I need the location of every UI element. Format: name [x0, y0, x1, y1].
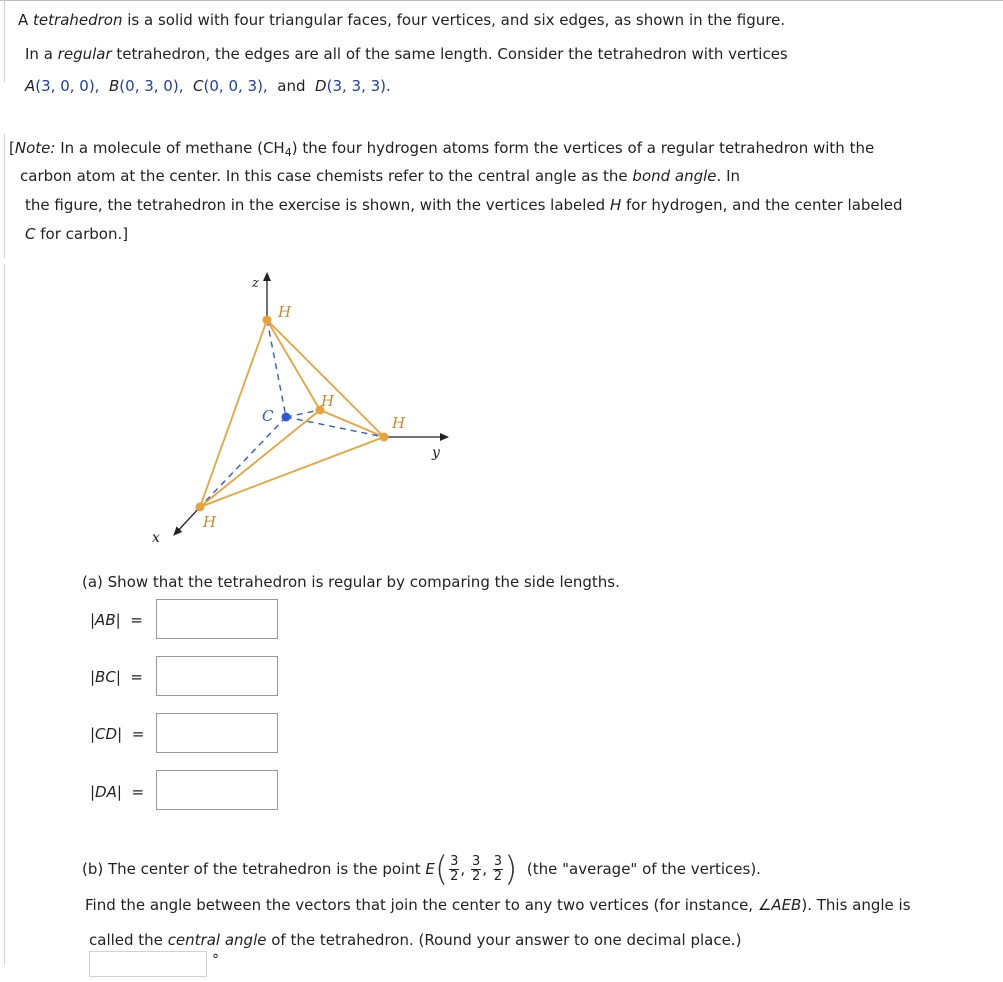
intro-line-2: In a regular tetrahedron, the edges are all of the same length. Consider the tetrahedron with vertices: [25, 45, 788, 63]
central-angle-input[interactable]: [89, 951, 207, 977]
note-line-3: the figure, the tetrahedron in the exercise is shown, with the vertices labeled H for hydrogen, and the center labeled: [25, 196, 903, 214]
edge-mid-right: [320, 410, 384, 437]
x-axis: [174, 507, 200, 535]
top-border: [0, 0, 1003, 1]
fraction-x: $\frac{3}{2}$: [450, 854, 459, 884]
center-point: [282, 413, 291, 422]
label-h-mid: H: [321, 392, 335, 410]
note-line-2: carbon atom at the center. In this case chemists refer to the central angle as the bond angle. In: [20, 167, 741, 185]
vertex-right: [380, 433, 389, 442]
fraction-z: $\frac{3}{2}$: [493, 854, 503, 884]
center-to-right: [286, 417, 384, 437]
intro-line-1: A tetrahedron is a solid with four triangular faces, four vertices, and six edges, as shown in the figure.: [18, 11, 786, 29]
part-b-line-3: called the central angle of the tetrahedron. (Round your answer to one decimal place.): [89, 931, 742, 949]
da-answer-input[interactable]: [156, 770, 278, 810]
left-rule-parts: [4, 264, 5, 964]
note-line-4: C for carbon.]: [25, 225, 129, 243]
da-label: |DA| =: [90, 783, 145, 801]
bc-label: |BC| =: [90, 668, 143, 686]
note-line-1: [Note: In a molecule of methane $(CH_4)$ the four hydrogen atoms form the vertices of a regular tetrahedron with the: [9, 139, 875, 159]
vertex-list: A(3, 0, 0), B(0, 3, 0), C(0, 0, 3), and D(3, 3, 3).: [25, 77, 391, 95]
label-h-bottom: H: [203, 513, 217, 531]
vertex-bottom: [196, 503, 205, 512]
left-rule-intro: [4, 0, 5, 82]
tetrahedron-figure: [140, 265, 470, 555]
ab-answer-input[interactable]: [156, 599, 278, 639]
x-axis-label: x: [152, 530, 160, 546]
label-h-right: H: [392, 414, 406, 432]
center-to-bottom: [200, 417, 286, 507]
edge-bottom-right: [200, 437, 384, 507]
label-center: C: [262, 407, 274, 425]
left-rule-note: [4, 134, 5, 258]
y-axis-label: y: [432, 445, 440, 461]
part-a-prompt: (a) Show that the tetrahedron is regular by comparing the side lengths.: [82, 573, 620, 591]
label-h-top: H: [278, 303, 292, 321]
part-b-line-1: (b) The center of the tetrahedron is the point E( $\frac{3}{2}$ , $\frac{3}{2}$ , $\frac{3}{2}$ ) (the "average" of the vertices).: [82, 849, 761, 890]
part-b-line-2: Find the angle between the vectors that join the center to any two vertices (for instance, ∠AEB). This angle is: [85, 896, 911, 914]
z-axis-label: z: [252, 276, 259, 291]
degree-symbol: °: [212, 952, 219, 968]
cd-label: |CD| =: [90, 725, 145, 743]
vertex-top: [263, 316, 272, 325]
fraction-y: $\frac{3}{2}$: [471, 854, 481, 884]
bc-answer-input[interactable]: [156, 656, 278, 696]
cd-answer-input[interactable]: [156, 713, 278, 753]
ab-label: |AB| =: [90, 611, 143, 629]
